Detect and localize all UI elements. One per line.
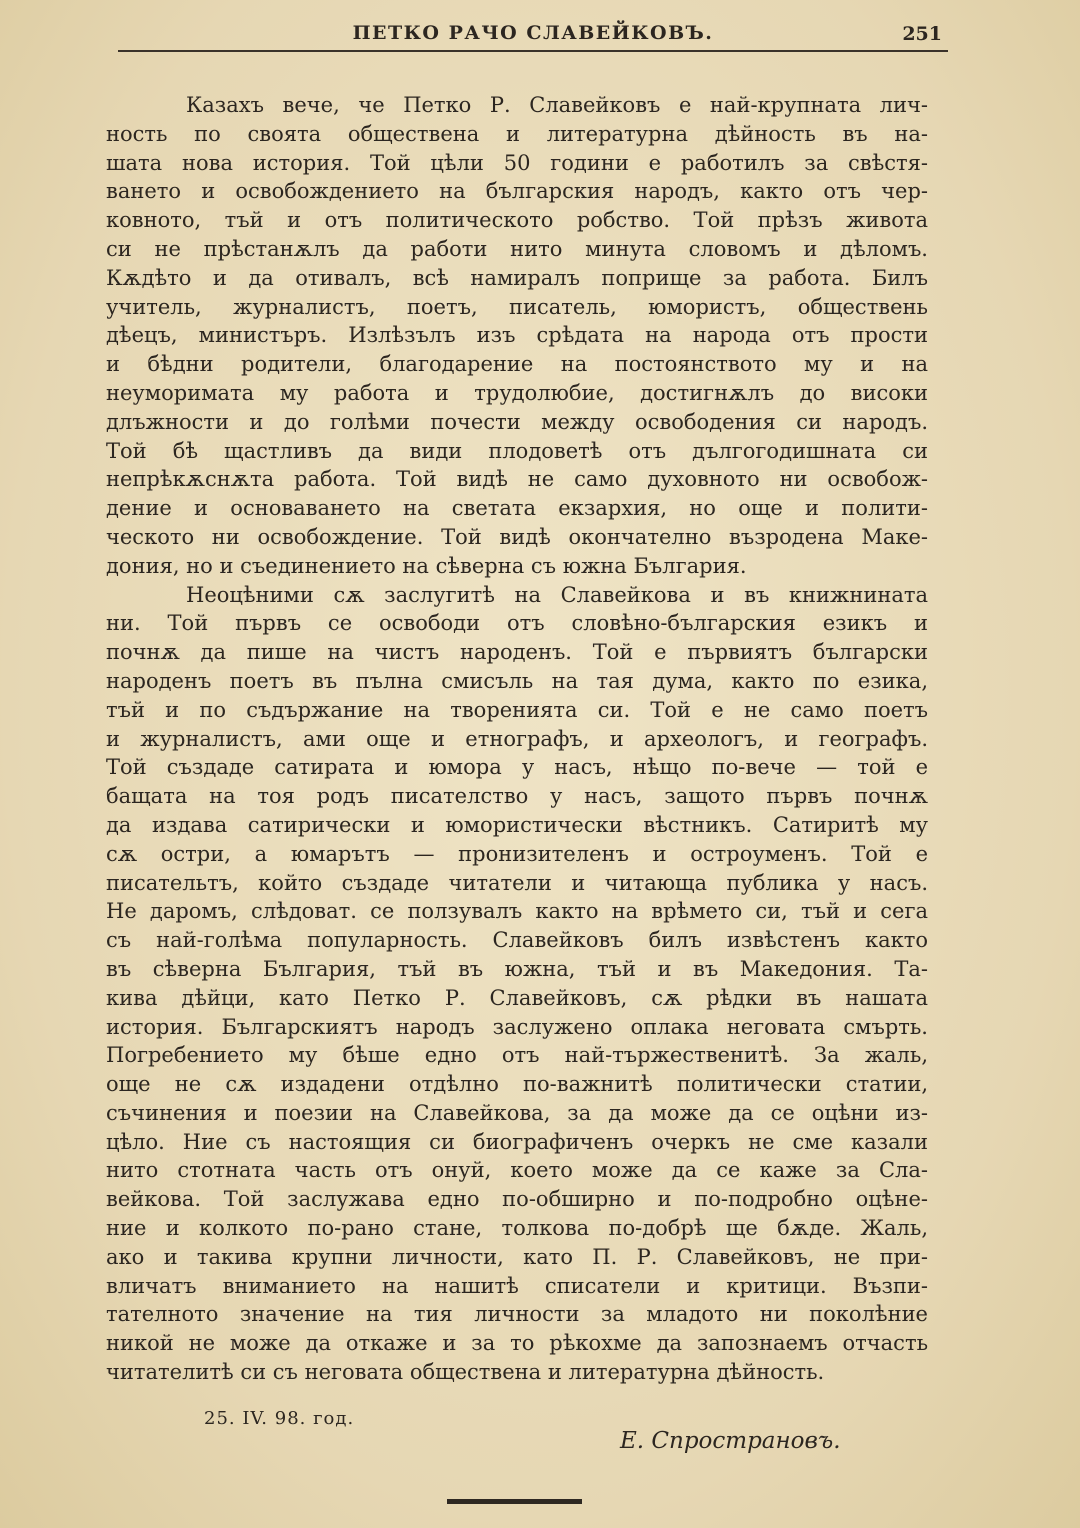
text-line: Кѫдѣто и да отивалъ, всѣ намиралъ поприще за работа. Билъ xyxy=(106,265,928,290)
text-line: ние и колкото по-рано стане, толкова по-добрѣ ще бѫде. Жаль, xyxy=(106,1216,928,1241)
text-line: ни. Той първъ се освободи отъ словѣно-българския езикъ и xyxy=(106,611,928,636)
text-line: вличатъ вниманието на нашитѣ списатели и критици. Възпи- xyxy=(106,1273,928,1298)
text-line: съчинения и поезии на Славейкова, за да може да се оцѣни из- xyxy=(106,1100,928,1125)
text-line: нито стотната часть отъ онуй, което може да се каже за Сла- xyxy=(106,1158,928,1183)
text-line: сѫ остри, а юмарътъ — пронизителенъ и остроуменъ. Той е xyxy=(106,841,928,866)
text-line: никой не може да откаже и за то рѣкохме да запознаемъ отчасть xyxy=(106,1331,928,1356)
text-line: въ сѣверна България, тъй въ южна, тъй и въ Македония. Та- xyxy=(106,956,928,981)
text-line: читателитѣ си съ неговата обществена и литературна дѣйность. xyxy=(106,1360,825,1385)
text-line: ческото ни освобождение. Той видѣ окончателно възродена Маке- xyxy=(106,524,928,549)
text-line: Той бѣ щастливъ да види плодоветѣ отъ дългогодишната си xyxy=(106,438,928,463)
text-line: ность по своята обществена и литературна дѣйность въ на- xyxy=(106,121,928,146)
text-line: кива дѣйци, като Петко Р. Славейковъ, сѫ рѣдки въ нашата xyxy=(106,985,928,1010)
text-line: народенъ поетъ въ пълна смисъль на тая дума, както по езика, xyxy=(106,668,928,693)
text-line: дония, но и съединението на сѣверна съ южна България. xyxy=(106,553,747,578)
text-line: Той създаде сатирата и юмора у насъ, нѣщо по-вече — той е xyxy=(106,755,928,780)
text-line: бащата на тоя родъ писателство у насъ, защото първъ почнѫ xyxy=(106,784,928,809)
text-line: шата нова история. Той цѣли 50 години е работилъ за свѣстя- xyxy=(106,150,928,175)
text-line: да издава сатирически и юмористически вѣстникъ. Сатиритѣ му xyxy=(106,812,928,837)
running-head: ПЕТКО РАЧО СЛАВЕЙКОВЪ. xyxy=(352,22,714,44)
text-line: тъй и по съдържание на творенията си. Той е не само поетъ xyxy=(106,697,928,722)
text-line: писательтъ, който създаде читатели и читающа публика у насъ. xyxy=(106,870,928,895)
text-line: вейкова. Той заслужава едно по-обширно и по-подробно оцѣне- xyxy=(106,1187,928,1212)
page-number: 251 xyxy=(902,23,942,45)
text-line: още не сѫ издадени отдѣлно по-важнитѣ политически статии, xyxy=(106,1072,928,1097)
body-text xyxy=(106,91,928,1387)
text-line: и бѣдни родители, благодарение на постоянството му и на xyxy=(106,352,928,377)
text-line: ковното, тъй и отъ политическото робство. Той прѣзъ живота xyxy=(106,208,928,233)
text-line: ако и такива крупни личности, като П. Р. Славейковъ, не при- xyxy=(106,1244,928,1269)
end-rule xyxy=(447,1499,582,1504)
text-line: учитель, журналистъ, поетъ, писатель, юмористъ, обществень xyxy=(106,294,928,319)
text-line: неуморимата му работа и трудолюбие, достигнѫлъ до високи xyxy=(106,380,928,405)
text-line: дение и основаването на светата екзархия, но още и полити- xyxy=(106,496,928,521)
text-line: длъжности и до голѣми почести между освободения си народъ. xyxy=(106,409,928,434)
text-line: цѣло. Ние съ настоящия си биографиченъ очеркъ не сме казали xyxy=(106,1129,928,1154)
text-line: ването и освобождението на българския народъ, както отъ чер- xyxy=(106,179,928,204)
page-header xyxy=(118,14,948,50)
text-line: история. Българскиятъ народъ заслужено оплака неговата смърть. xyxy=(106,1014,928,1039)
date-line: 25. IV. 98. год. xyxy=(204,1408,355,1429)
text-line: Не даромъ, слѣдоват. се ползувалъ както на врѣмето си, тъй и сега xyxy=(106,899,928,924)
text-line: Погребението му бѣше едно отъ най-тържественитѣ. За жаль, xyxy=(106,1043,928,1068)
text-line: съ най-голѣма популарность. Славейковъ билъ извѣстенъ както xyxy=(106,928,928,953)
text-line: Неоцѣними сѫ заслугитѣ на Славейкова и въ книжнината xyxy=(186,582,928,607)
text-line: почнѫ да пише на чистъ народенъ. Той е първиятъ български xyxy=(106,640,928,665)
text-line: дѣецъ, министъръ. Излѣзълъ изъ срѣдата на народа отъ прости xyxy=(106,323,928,348)
text-line: непрѣкѫснѫта работа. Той видѣ не само духовното ни освобож- xyxy=(106,467,928,492)
text-line: си не прѣстанѫлъ да работи нито минута словомъ и дѣломъ. xyxy=(106,236,928,261)
text-line: и журналистъ, ами още и етнографъ, и археологъ, и географъ. xyxy=(106,726,928,751)
header-rule xyxy=(118,50,948,52)
author-signature: Е. Спространовъ. xyxy=(620,1428,841,1454)
text-line: тателното значение на тия личности за младото ни поколѣние xyxy=(106,1302,928,1327)
text-line: Казахъ вече, че Петко Р. Славейковъ е най-крупната лич- xyxy=(186,93,928,117)
